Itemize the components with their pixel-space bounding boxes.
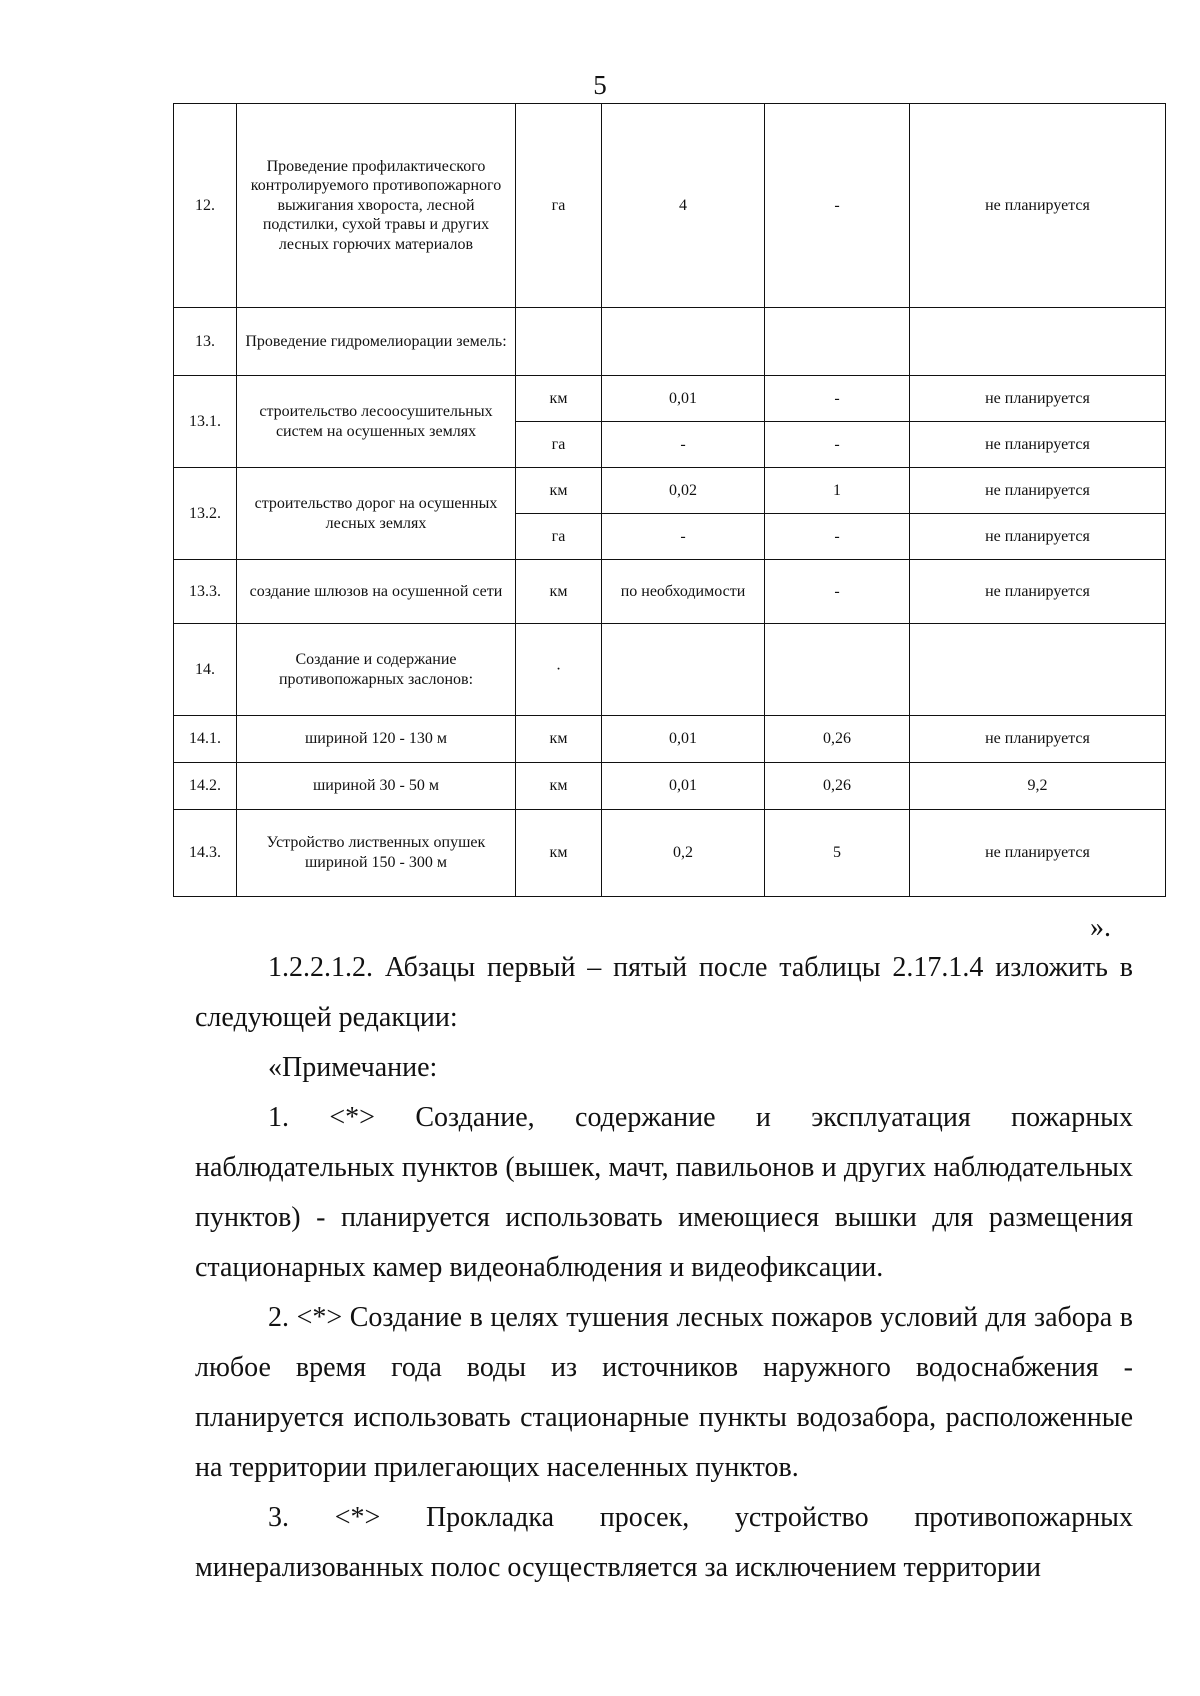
table-row <box>174 468 1166 514</box>
measure-name: Проведение профилактического контролируемого противопожарного выжигания хвороста, лесной подстилки, сухой травы и других лесных горючих материалов <box>237 104 516 308</box>
note-1: 1. <*> Создание, содержание и эксплуатация пожарных наблюдательных пунктов (вышек, мачт, павильонов и других наблюдательных пунктов) - планируется использовать имеющиеся вышки для размещения стационарных камер видеонаблюдения и видеофиксации. <box>195 1102 1133 1283</box>
plan-cell <box>765 308 910 376</box>
notes-title: «Примечание: <box>268 1052 438 1083</box>
fact-cell <box>910 308 1166 376</box>
row-number: 13.3. <box>174 560 237 624</box>
norm-cell: 0,02 <box>602 468 765 514</box>
unit-cell: га <box>516 422 602 468</box>
plan-cell: 5 <box>765 810 910 897</box>
measure-name: Создание и содержание противопожарных заслонов: <box>237 624 516 716</box>
table-row <box>174 763 1166 810</box>
row-number: 14.2. <box>174 763 237 810</box>
unit-cell: га <box>516 104 602 308</box>
amendment-paragraph: 1.2.2.1.2. Абзацы первый – пятый после таблицы 2.17.1.4 изложить в следующей редакции: <box>195 952 1133 1033</box>
table-row <box>174 308 1166 376</box>
fact-cell: не планируется <box>910 716 1166 763</box>
norm-cell: по необходимости <box>602 560 765 624</box>
unit-cell: · <box>516 624 602 716</box>
unit-cell: км <box>516 560 602 624</box>
plan-cell: - <box>765 422 910 468</box>
fact-cell: 9,2 <box>910 763 1166 810</box>
norm-cell: 4 <box>602 104 765 308</box>
unit-cell: га <box>516 514 602 560</box>
plan-cell: - <box>765 514 910 560</box>
fact-cell: не планируется <box>910 514 1166 560</box>
fact-cell: не планируется <box>910 560 1166 624</box>
row-number: 14. <box>174 624 237 716</box>
measure-name: создание шлюзов на осушенной сети <box>237 560 516 624</box>
norm-cell: - <box>602 422 765 468</box>
table-row <box>174 810 1166 897</box>
fire-measures-table <box>173 103 1166 897</box>
plan-cell: 1 <box>765 468 910 514</box>
fact-cell: не планируется <box>910 468 1166 514</box>
plan-cell: - <box>765 104 910 308</box>
row-number: 13.1. <box>174 376 237 468</box>
measure-name: Устройство лиственных опушек шириной 150 - 300 м <box>237 810 516 897</box>
row-number: 13. <box>174 308 237 376</box>
measure-name: строительство лесоосушительных систем на осушенных землях <box>237 376 516 468</box>
row-number: 13.2. <box>174 468 237 560</box>
norm-cell: 0,01 <box>602 763 765 810</box>
unit-cell: км <box>516 763 602 810</box>
plan-cell: - <box>765 560 910 624</box>
row-number: 12. <box>174 104 237 308</box>
unit-cell: км <box>516 468 602 514</box>
norm-cell: 0,2 <box>602 810 765 897</box>
plan-cell: 0,26 <box>765 763 910 810</box>
norm-cell: 0,01 <box>602 716 765 763</box>
fact-cell: не планируется <box>910 376 1166 422</box>
unit-cell: км <box>516 376 602 422</box>
table-row <box>174 104 1166 308</box>
measure-name: шириной 120 - 130 м <box>237 716 516 763</box>
body-text <box>195 943 1133 1593</box>
unit-cell <box>516 308 602 376</box>
table-row <box>174 376 1166 422</box>
norm-cell <box>602 308 765 376</box>
fact-cell: не планируется <box>910 810 1166 897</box>
norm-cell: - <box>602 514 765 560</box>
row-number: 14.1. <box>174 716 237 763</box>
plan-cell: - <box>765 376 910 422</box>
plan-cell: 0,26 <box>765 716 910 763</box>
table-row <box>174 716 1166 763</box>
row-number: 14.3. <box>174 810 237 897</box>
note-2: 2. <*> Создание в целях тушения лесных пожаров условий для забора в любое время года воды из источников наружного водоснабжения - планируется использовать стационарные пункты водозабора, расположенные на территории прилегающих населенных пунктов. <box>195 1302 1133 1483</box>
unit-cell: км <box>516 810 602 897</box>
table-row <box>174 560 1166 624</box>
measure-name: строительство дорог на осушенных лесных землях <box>237 468 516 560</box>
plan-cell <box>765 624 910 716</box>
measure-name: шириной 30 - 50 м <box>237 763 516 810</box>
norm-cell <box>602 624 765 716</box>
fact-cell: не планируется <box>910 422 1166 468</box>
norm-cell: 0,01 <box>602 376 765 422</box>
unit-cell: км <box>516 716 602 763</box>
measure-name: Проведение гидромелиорации земель: <box>237 308 516 376</box>
fact-cell: не планируется <box>910 104 1166 308</box>
page-number: 5 <box>593 70 607 100</box>
fact-cell <box>910 624 1166 716</box>
table-row <box>174 624 1166 716</box>
closing-quote: ». <box>1090 912 1111 943</box>
note-3: 3. <*> Прокладка просек, устройство противопожарных минерализованных полос осуществляется за исключением территории <box>195 1502 1133 1583</box>
